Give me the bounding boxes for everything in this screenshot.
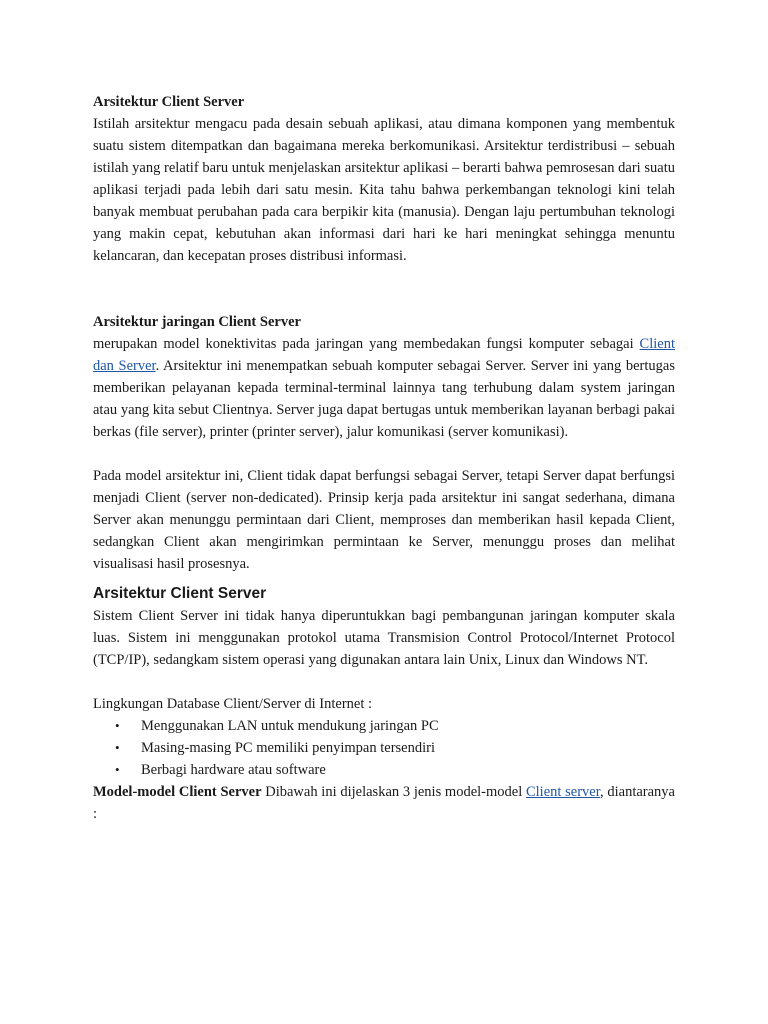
bullet-icon: •	[115, 762, 120, 777]
paragraph-arsitektur-intro: Istilah arsitektur mengacu pada desain sebuah aplikasi, atau dimana komponen yang membentuk suatu sistem ditempatkan dan bagaimana mereka berkomunikasi. Arsitektur terdistribusi – sebuah istilah yang relatif baru untuk menjelaskan arsitektur aplikasi – berarti bahwa pemrosesan dari suatu aplikasi terjadi pada lebih dari satu mesin. Kita tahu bahwa perkembangan teknologi kini telah banyak membuat perubahan pada cara berpikir kita (manusia). Dengan laju pertumbuhan teknologi yang makin cepat, kebutuhan akan informasi dari hari ke hari meningkat sehingga menuntu kelancaran, dan kecepatan proses distribusi informasi.	[93, 116, 675, 264]
model-model-end: , diantaranya :	[93, 784, 675, 822]
list-item-text: Berbagi hardware atau software	[141, 762, 326, 778]
paragraph-model-model	[93, 781, 675, 825]
section-heading-arsitektur-client-server-2: Arsitektur Client Server	[93, 585, 267, 602]
bullet-list	[93, 715, 675, 781]
model-model-label: Model-model Client Server	[93, 784, 262, 800]
paragraph-jaringan-text-2: . Arsitektur ini menempatkan sebuah komputer sebagai Server. Server ini yang bertugas memberikan pelayanan kepada terminal-terminal lainnya tang terhubung dalam system jaringan atau yang kita sebut Clientnya. Server juga dapat bertugas untuk memberikan layanan berbagi pakai berkas (file server), printer (printer server), jalur komunikasi (server komunikasi).	[93, 358, 675, 440]
spacer	[93, 443, 675, 465]
list-item	[93, 737, 675, 759]
list-item-text: Masing-masing PC memiliki penyimpan tersendiri	[141, 740, 435, 756]
document-page	[93, 91, 675, 825]
model-model-text: Dibawah ini dijelaskan 3 jenis model-model	[261, 784, 526, 800]
list-item	[93, 715, 675, 737]
paragraph-jaringan	[93, 333, 675, 443]
section-heading-arsitektur-jaringan: Arsitektur jaringan Client Server	[93, 314, 301, 330]
spacer	[93, 671, 675, 693]
paragraph-jaringan-text-1: merupakan model konektivitas pada jaringan yang membedakan fungsi komputer sebagai	[93, 336, 640, 352]
spacer	[93, 267, 675, 311]
list-item	[93, 759, 675, 781]
client-dan-server-link[interactable]: Client dan Server	[93, 336, 675, 374]
section-heading-arsitektur-client-server: Arsitektur Client Server	[93, 94, 245, 110]
list-item-text: Menggunakan LAN untuk mendukung jaringan PC	[141, 718, 439, 734]
list-intro: Lingkungan Database Client/Server di Internet :	[93, 696, 373, 712]
client-server-link[interactable]: Client server	[525, 784, 600, 800]
bullet-icon: •	[115, 740, 120, 755]
bullet-icon: •	[115, 718, 120, 733]
paragraph-model-arsitektur: Pada model arsitektur ini, Client tidak dapat berfungsi sebagai Server, tetapi Server dapat berfungsi menjadi Client (server non-dedicated). Prinsip kerja pada arsitektur ini sangat sederhana, dimana Server akan menunggu permintaan dari Client, memproses dan memberikan hasil kepada Client, sedangkan Client akan mengirimkan permintaan ke Server, menunggu proses dan melihat visualisasi hasil prosesnya.	[93, 468, 675, 572]
paragraph-sistem-client-server: Sistem Client Server ini tidak hanya diperuntukkan bagi pembangunan jaringan komputer skala luas. Sistem ini menggunakan protokol utama Transmision Control Protocol/Internet Protocol (TCP/IP), sedangkam sistem operasi yang digunakan antara lain Unix, Linux dan Windows NT.	[93, 608, 675, 668]
